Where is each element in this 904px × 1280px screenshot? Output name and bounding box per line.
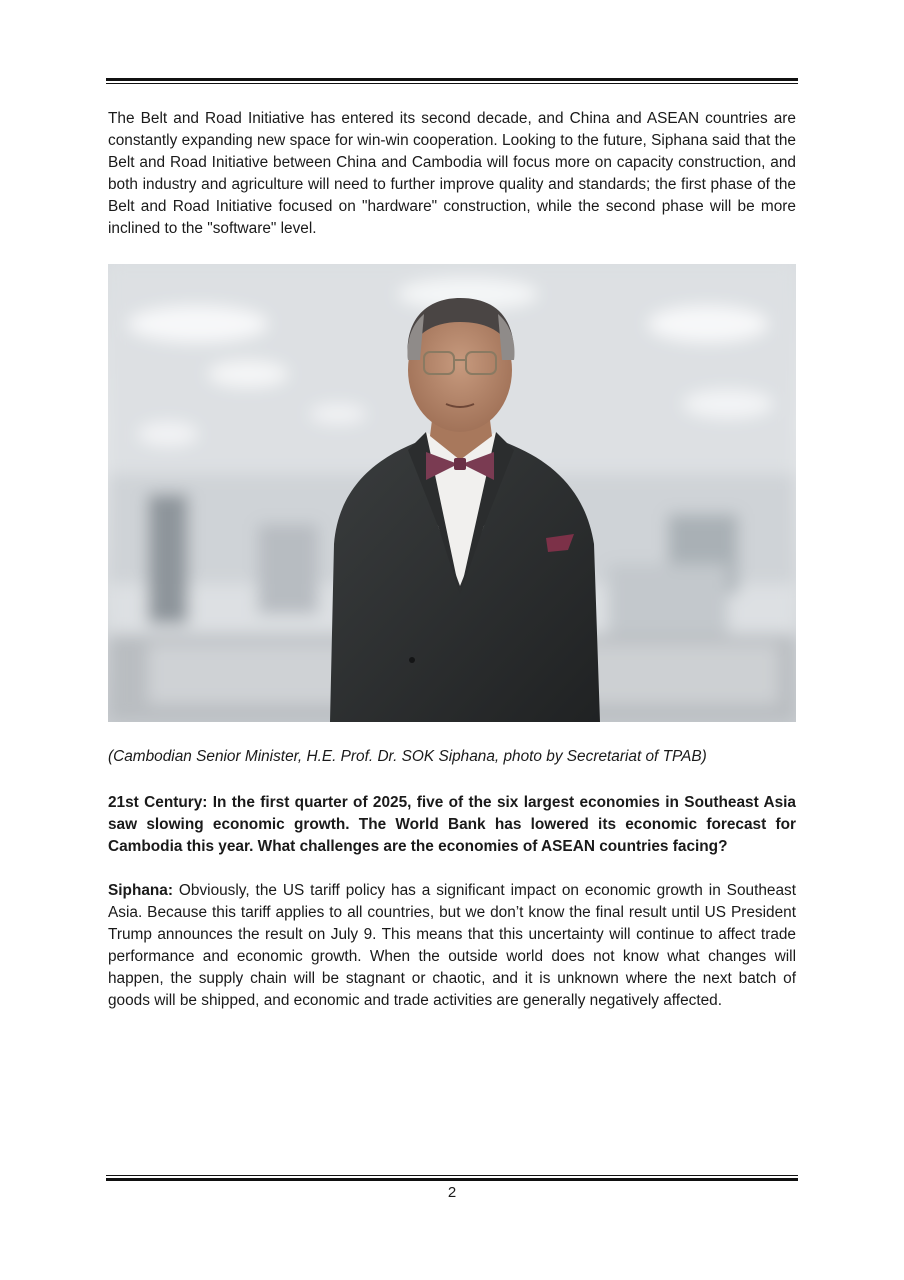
minister-photo <box>108 264 796 722</box>
interview-answer <box>108 880 796 1012</box>
intro-paragraph: The Belt and Road Initiative has entered its second decade, and China and ASEAN countries are constantly expanding new space for win-win cooperation. Looking to the future, Siphana said that the Belt and Road Initiative between China and Cambodia will focus more on capacity construction, and both industry and agriculture will need to further improve quality and standards; the first phase of the Belt and Road Initiative focused on "hardware" construction, while the second phase will be more inclined to the "software" level. <box>108 110 796 237</box>
answer-text: Obviously, the US tariff policy has a significant impact on economic growth in Southeast Asia. Because this tariff applies to all countries, but we don’t know the final result until US President Trump announces the result on July 9. This means that this uncertainty will continue to affect trade performance and economic growth. When the outside world does not know what changes will happen, the supply chain will be stagnant or chaotic, and it is unknown where the next batch of goods will be shipped, and economic and trade activities are generally negatively affected. <box>108 882 796 1009</box>
header-rule <box>106 78 798 84</box>
footer-rule <box>106 1175 798 1181</box>
speaker-label: Siphana: <box>108 882 173 899</box>
page-number: 2 <box>447 1184 457 1201</box>
interview-question: 21st Century: In the first quarter of 2025, five of the six largest economies in Southeast Asia saw slowing economic growth. The World Bank has lowered its economic forecast for Cambodia this year. What challenges are the economies of ASEAN countries facing? <box>108 794 796 855</box>
photo-caption: (Cambodian Senior Minister, H.E. Prof. Dr. SOK Siphana, photo by Secretariat of TPAB) <box>108 748 707 765</box>
